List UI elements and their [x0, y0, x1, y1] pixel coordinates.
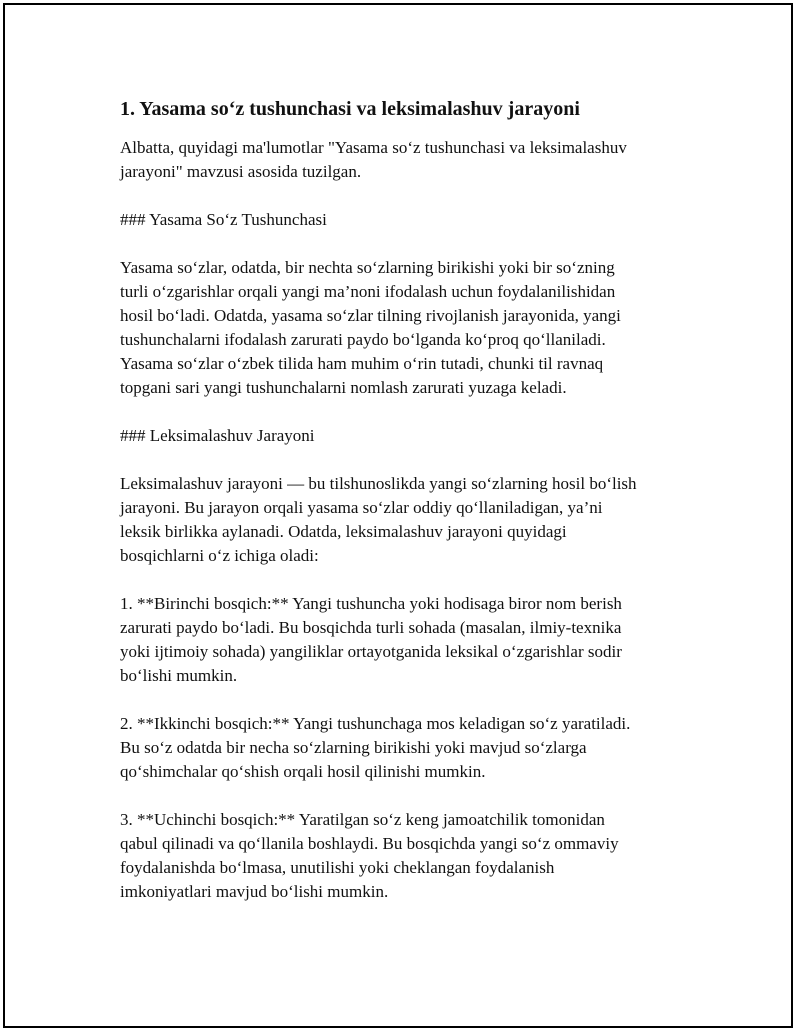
intro-paragraph: Albatta, quyidagi ma'lumotlar "Yasama so‘z tushunchasi va leksimalashuv jarayoni" mavzusi asosida tuzilgan.	[120, 138, 627, 181]
document-content	[120, 96, 700, 928]
list-item-step-3: 3. **Uchinchi bosqich:** Yaratilgan so‘z keng jamoatchilik tomonidan qabul qilinadi va qo‘llanila boshlaydi. Bu bosqichda yangi so‘z ommaviy foydalanishda bo‘lmasa, unutilishi yoki cheklangan foydalanish imkoniyatlari mavjud bo‘lishi mumkin.	[120, 810, 619, 901]
section-heading-yasama: ### Yasama So‘z Tushunchasi	[120, 210, 327, 229]
leksimalashuv-paragraph: Leksimalashuv jarayoni — bu tilshunoslikda yangi so‘zlarning hosil bo‘lish jarayoni. Bu jarayon orqali yasama so‘zlar oddiy qo‘llaniladigan, ya’ni leksik birlikka aylanadi. Odatda, leksimalashuv jarayoni quyidagi bosqichlarni o‘z ichiga oladi:	[120, 474, 637, 565]
section-heading-leksimalashuv: ### Leksimalashuv Jarayoni	[120, 426, 315, 445]
list-item-step-2: 2. **Ikkinchi bosqich:** Yangi tushunchaga mos keladigan so‘z yaratiladi. Bu so‘z odatda bir necha so‘zlarning birikishi yoki mavjud so‘zlarga qo‘shimchalar qo‘shish orqali hosil qilinishi mumkin.	[120, 714, 631, 781]
yasama-paragraph: Yasama so‘zlar, odatda, bir nechta so‘zlarning birikishi yoki bir so‘zning turli o‘zgarishlar orqali yangi ma’noni ifodalash uchun foydalanilishidan hosil bo‘ladi. Odatda, yasama so‘zlar tilning rivojlanish jarayonida, yangi tushunchalarni ifodalash zarurati paydo bo‘lganda ko‘proq qo‘llaniladi. Yasama so‘zlar o‘zbek tilida ham muhim o‘rin tutadi, chunki til ravnaq topgani sari yangi tushunchalarni nomlash zarurati yuzaga keladi.	[120, 258, 621, 397]
document-page	[3, 3, 793, 1028]
document-title: 1. Yasama so‘z tushunchasi va leksimalashuv jarayoni	[120, 98, 580, 120]
list-item-step-1: 1. **Birinchi bosqich:** Yangi tushuncha yoki hodisaga biror nom berish zarurati paydo bo‘ladi. Bu bosqichda turli sohada (masalan, ilmiy-texnika yoki ijtimoiy sohada) yangiliklar ortayotganida leksikal o‘zgarishlar sodir bo‘lishi mumkin.	[120, 594, 622, 685]
